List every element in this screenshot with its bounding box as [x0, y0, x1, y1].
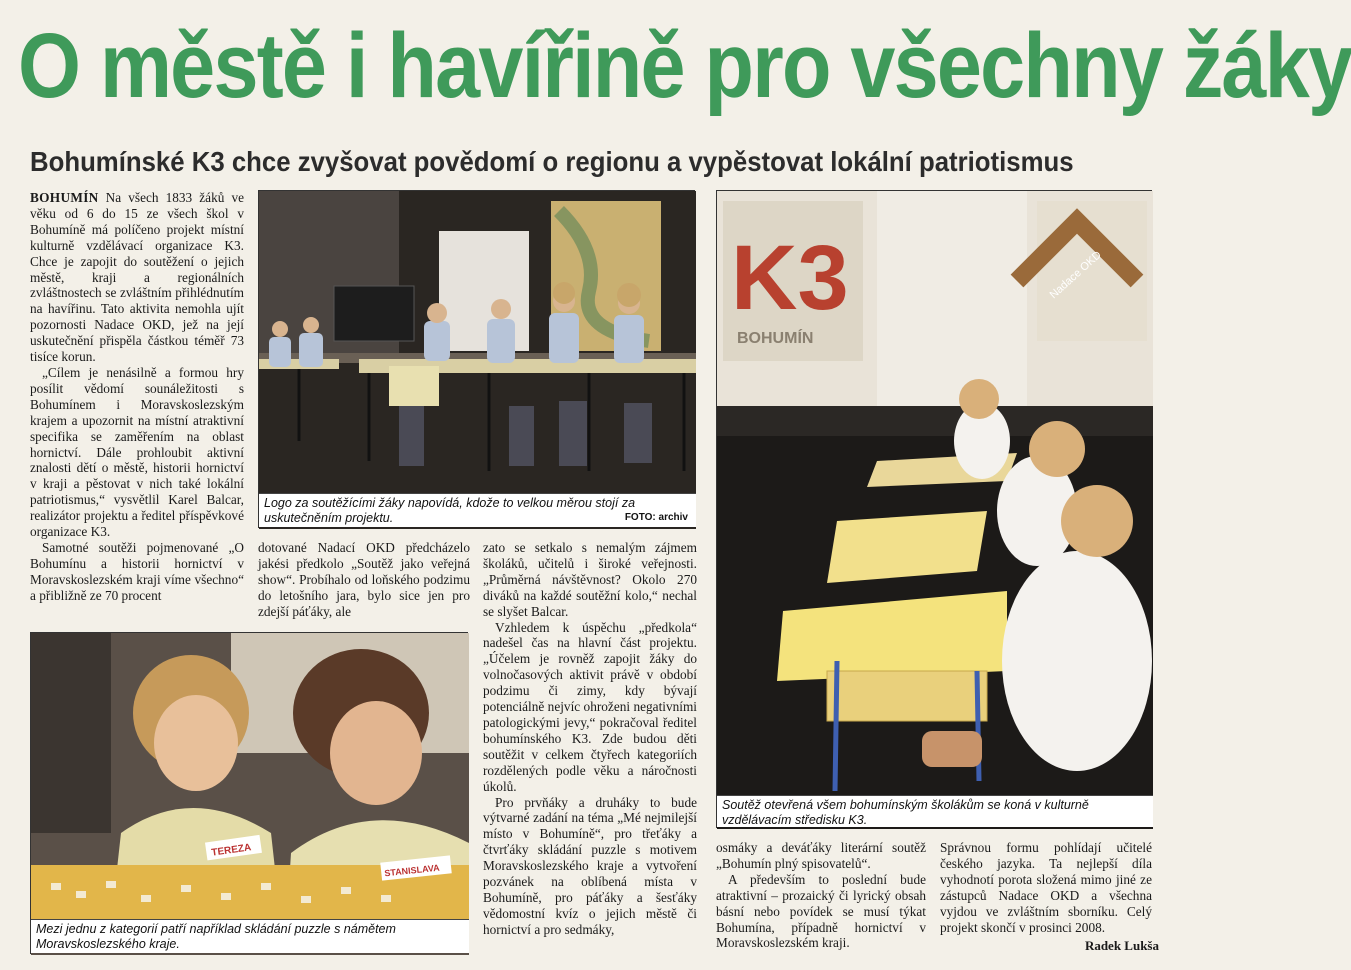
- article-column-2: [258, 540, 470, 630]
- photo-caption: [31, 919, 469, 953]
- caption-text: Logo za soutěžícími žáky napovídá, kdože to velkou měrou stojí za uskutečněním projektu.: [264, 496, 636, 525]
- paragraph: Správnou formu pohlídají učitelé českého jazyka. Ta nejlepší díla vyhodnotí porota složená mimo jiné ze zástupců Nadace OKD a všechna vyjdou ve zvláštním sborníku. Celý projekt skončí v prosinci 2008.: [940, 840, 1152, 935]
- paragraph: Vzhledem k úspěchu „předkola“ nadešel čas na hlavní část projektu. „Účelem je rovněž zapojit žáky do volnočasových aktivit právě v období podzimu či zimy, kdy bývají potenciálně nejvíc ohroženi negativními patologickými jevy,“ pokračoval ředitel bohumínského K3. Zde budou děti soutěžit v celkem čtyřech kategoriích rozdělených podle věku a náročnosti úkolů.: [483, 619, 697, 794]
- nadace-okd-sign: Nadace OKD: [1047, 249, 1104, 302]
- name-tag-1: TEREZA: [210, 842, 252, 859]
- paragraph: Na všech 1833 žáků ve věku od 6 do 15 ze všech škol v Bohumíně má políčeno projekt místní kulturně vzdělávací organizace K3. Chce je zapojit do soutěžení o jejich městě, kraji a regionálních zvláštnostech se zvláštním přihlédnutím na havířinu. Tato aktivita nemohla ujít pozornosti Nadace OKD, jež na její uskutečnění přispěla částkou téměř 73 tisíce korun.: [30, 190, 244, 365]
- photo-puzzle-girls: [30, 632, 468, 954]
- photo-caption: [259, 493, 696, 527]
- article-column-3: [483, 540, 697, 960]
- paragraph: „Cílem je nenásilně a formou hry posílit vědomí sounáležitosti s Bohumínem i Moravskoslezským krajem a upozornit na místní atraktivní specifika se zaměřením na oblast hornictví. Dále prohloubit aktivní znalosti dětí o městě, historii hornictví v kraji a pěstovat v nich také lokální patriotismus,“ vysvětlil Karel Balcar, realizátor projektu a ředitel příspěvkové organizace K3.: [30, 364, 244, 540]
- photo-illustration: [259, 191, 696, 529]
- photo-caption: [717, 795, 1153, 827]
- photo-k3-venue: [716, 190, 1152, 828]
- article-column-1: [30, 190, 244, 630]
- photo-illustration: [717, 191, 1153, 829]
- paragraph: zato se setkalo s nemalým zájmem školáků, učitelů i široké veřejnosti. „Průměrná návštěvnost? Okolo 270 diváků na každé soutěžní kolo,“ nechal se slyšet Balcar.: [483, 540, 697, 619]
- headline: O městě i havířině pro všechny žáky: [18, 15, 1351, 117]
- photo-credit: FOTO: archiv: [624, 512, 688, 523]
- subheadline: Bohumínské K3 chce zvyšovat povědomí o regionu a vypěstovat lokální patriotismus: [30, 146, 1074, 177]
- paragraph: A především to poslední bude atraktivní – prozaický či lyrický obsah básní nebo povídek se musí týkat Bohumína, případně hornictví v Moravskoslezském kraji.: [716, 871, 926, 951]
- article-column-5: [940, 840, 1152, 940]
- article-column-4: [716, 840, 926, 960]
- k3-logo-sub: BOHUMÍN: [737, 330, 814, 347]
- photo-competition-stage: [258, 190, 695, 528]
- paragraph: Samotné soutěži pojmenované „O Bohumínu a historii hornictví v Moravskoslezském kraji víme všechno“ a přibližně ze 70 procent: [30, 539, 244, 603]
- k3-logo: K3: [731, 227, 849, 329]
- author-byline: Radek Lukša: [1084, 938, 1159, 953]
- paragraph: osmáky a deváťáky literární soutěž „Bohumín plný spisovatelů“.: [716, 840, 926, 871]
- paragraph: dotované Nadací OKD předcházelo jakési předkolo „Soutěž jako veřejná show“. Probíhalo od loňského podzimu do letošního jara, bylo sice jen pro zdejší páťáky, ale: [258, 540, 470, 619]
- name-tag-2: STANISLAVA: [383, 862, 441, 879]
- caption-text: Mezi jednu z kategorií patří například skládání puzzle s námětem Moravskoslezského kraje.: [36, 922, 396, 951]
- paragraph: Pro prvňáky a druháky to bude výtvarné zadání na téma „Mé nejmilejší místo v Bohumíně“, pro třeťáky a čtvrťáky skládání puzzle s motivem Moravskoslezského kraje a vytvoření pozvánek na oblíbená místa v Bohumíně, pro páťáky a šesťáky vědomostní kvíz o jejich městě či hornictví a pro sedmáky,: [483, 794, 697, 937]
- photo-illustration: [31, 633, 469, 955]
- dateline: BOHUMÍN: [30, 190, 99, 205]
- caption-text: Soutěž otevřená všem bohumínským školákům se koná v kulturně vzdělávacím středisku K3.: [722, 798, 1089, 827]
